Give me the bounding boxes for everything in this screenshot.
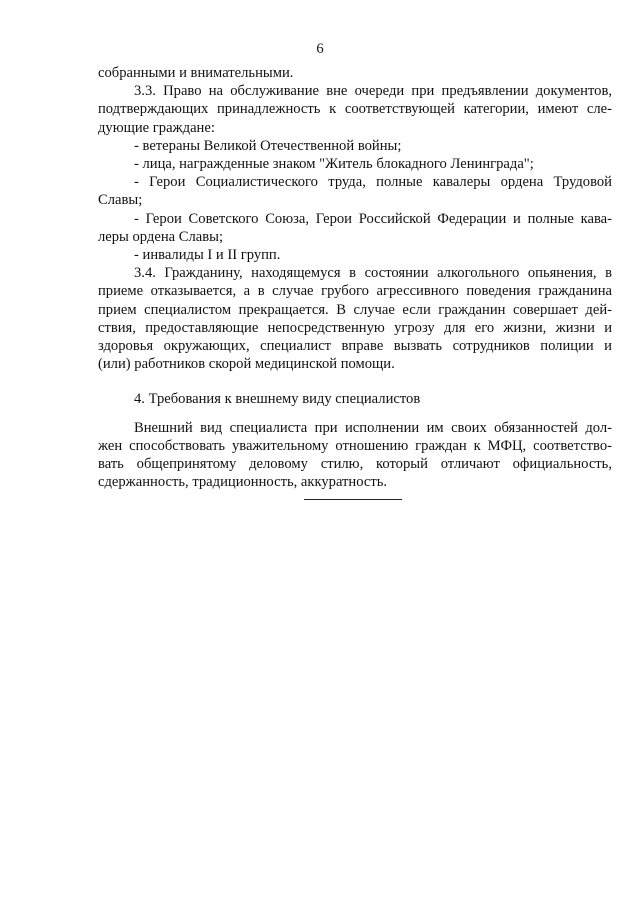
list-item-continuation: Славы; <box>98 192 143 209</box>
text-line: сдержанность, традиционность, аккуратность. <box>98 474 388 491</box>
section-spacer <box>98 373 612 390</box>
list-item: - инвалиды I и II групп. <box>134 247 281 264</box>
text-line: (или) работников скорой медицинской помощи. <box>98 356 395 373</box>
end-of-text-rule <box>304 499 402 500</box>
text-line: приеме отказывается, а в случае грубого агрессивного поведения гражданина <box>98 283 612 300</box>
text-line: 3.4. Гражданину, находящемуся в состоянии алкогольного опьянения, в <box>134 265 612 282</box>
paragraph-3-3 <box>98 82 612 137</box>
section-4-paragraph <box>98 419 612 492</box>
text-line: подтверждающих принадлежность к соответствующей категории, имеют сле- <box>98 101 612 118</box>
text-line: прием специалистом прекращается. В случае если гражданин совершает дей- <box>98 301 612 318</box>
text-line: ствия, предоставляющие непосредственную угрозу для его жизни, жизни и <box>98 319 612 336</box>
paragraph-3-4 <box>98 264 612 373</box>
text-line: жен способствовать уважительному отношению граждан к МФЦ, соответство- <box>98 437 612 454</box>
section-heading: 4. Требования к внешнему виду специалистов <box>134 391 421 408</box>
text-line: вать общепринятому деловому стилю, который отличают официальность, <box>98 456 612 473</box>
page-number: 6 <box>316 41 324 57</box>
list-item: - лица, награжденные знаком "Житель блокадного Ленинграда"; <box>134 156 534 173</box>
text-line: собранными и внимательными. <box>98 65 294 81</box>
list-item: - Герои Советского Союза, Герои Российской Федерации и полные кава- <box>134 210 612 227</box>
text-line: дующие граждане: <box>98 119 215 136</box>
text-line: здоровья окружающих, специалист вправе вызвать сотрудников полиции и <box>98 338 612 355</box>
eligible-citizens-list <box>98 137 612 264</box>
section-spacer <box>98 409 612 419</box>
list-item-continuation: леры ордена Славы; <box>98 228 223 245</box>
text-line: 3.3. Право на обслуживание вне очереди при предъявлении документов, <box>134 83 612 100</box>
text-line: Внешний вид специалиста при исполнении им своих обязанностей дол- <box>134 419 612 436</box>
list-item: - ветераны Великой Отечественной войны; <box>134 137 402 154</box>
document-body <box>98 64 612 491</box>
list-item: - Герои Социалистического труда, полные кавалеры ордена Трудовой <box>134 174 612 191</box>
